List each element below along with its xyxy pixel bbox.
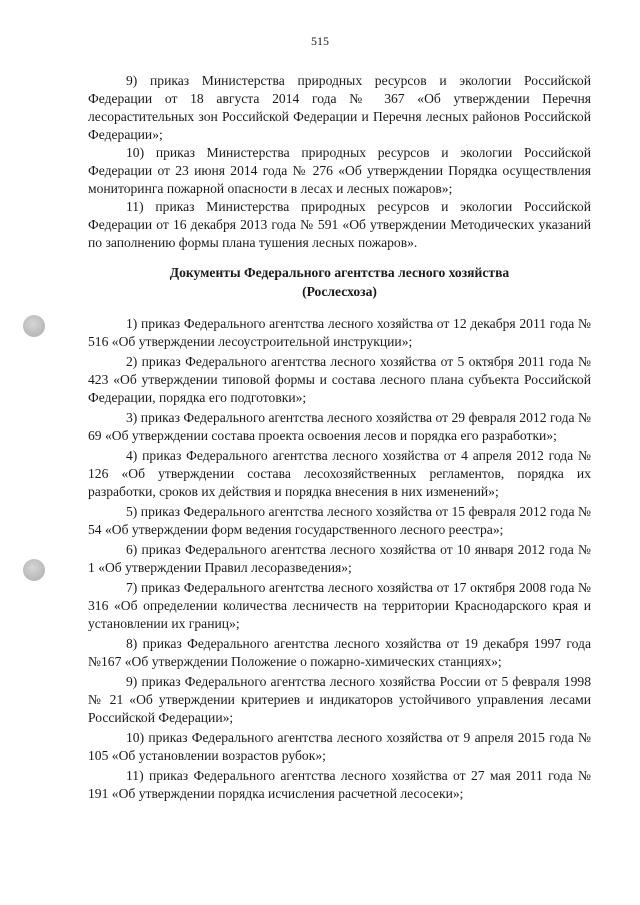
list-item: 5) приказ Федерального агентства лесного хозяйства от 15 февраля 2012 года № 54 «Об утверждении форм ведения государственного лесного реестра»;	[88, 504, 591, 537]
section-heading	[88, 263, 591, 301]
list-item: 4) приказ Федерального агентства лесного хозяйства от 4 апреля 2012 года № 126 «Об утверждении состава лесохозяйственных регламентов, порядка их разработки, сроков их действия и порядка внесения в них изменений»;	[88, 448, 591, 499]
page-number: 515	[311, 34, 329, 48]
agency-orders-list	[88, 315, 591, 805]
list-item: 10) приказ Федерального агентства лесного хозяйства от 9 апреля 2015 года № 105 «Об установлении возрастов рубок»;	[88, 730, 591, 763]
section-heading-line: (Рослесхоза)	[302, 284, 377, 299]
list-item: 3) приказ Федерального агентства лесного хозяйства от 29 февраля 2012 года № 69 «Об утверждении состава проекта освоения лесов и порядка его разработки»;	[88, 410, 591, 443]
punch-hole-mark	[23, 315, 45, 337]
list-item: 9) приказ Федерального агентства лесного хозяйства России от 5 февраля 1998 № 21 «Об утверждении критериев и индикаторов устойчивого управления лесами Российской Федерации»;	[88, 674, 591, 725]
ministry-orders-list	[88, 72, 591, 252]
section-heading-line: Документы Федерального агентства лесного хозяйства	[169, 265, 510, 280]
list-item: 11) приказ Федерального агентства лесного хозяйства от 27 мая 2011 года № 191 «Об утверждении порядка исчисления расчетной лесосеки»;	[88, 768, 591, 801]
list-item: 2) приказ Федерального агентства лесного хозяйства от 5 октября 2011 года № 423 «Об утверждении типовой формы и состава лесного плана субъекта Российской Федерации, порядка его подготовки»;	[88, 354, 591, 405]
list-item: 11) приказ Министерства природных ресурсов и экологии Российской Федерации от 16 декабря 2013 года № 591 «Об утверждении Методических указаний по заполнению формы плана тушения лесных пожаров».	[88, 199, 591, 250]
list-item: 7) приказ Федерального агентства лесного хозяйства от 17 октября 2008 года № 316 «Об определении количества лесничеств на территории Краснодарского края и установлении их границ»;	[88, 580, 591, 631]
list-item: 10) приказ Министерства природных ресурсов и экологии Российской Федерации от 23 июня 2014 года № 276 «Об утверждении Порядка осуществления мониторинга пожарной опасности в лесах и лесных пожаров»;	[88, 145, 591, 196]
list-item: 1) приказ Федерального агентства лесного хозяйства от 12 декабря 2011 года № 516 «Об утверждении лесоустроительной инструкции»;	[88, 316, 591, 349]
list-item: 9) приказ Министерства природных ресурсов и экологии Российской Федерации от 18 августа 2014 года № 367 «Об утверждении Перечня лесорастительных зон Российской Федерации и Перечня лесных районов Российской Федерации»;	[88, 73, 591, 142]
list-item: 8) приказ Федерального агентства лесного хозяйства от 19 декабря 1997 года №167 «Об утверждении Положение о пожарно-химических станциях»;	[88, 636, 591, 669]
punch-hole-mark	[23, 559, 45, 581]
list-item: 6) приказ Федерального агентства лесного хозяйства от 10 января 2012 года № 1 «Об утверждении Правил лесоразведения»;	[88, 542, 591, 575]
